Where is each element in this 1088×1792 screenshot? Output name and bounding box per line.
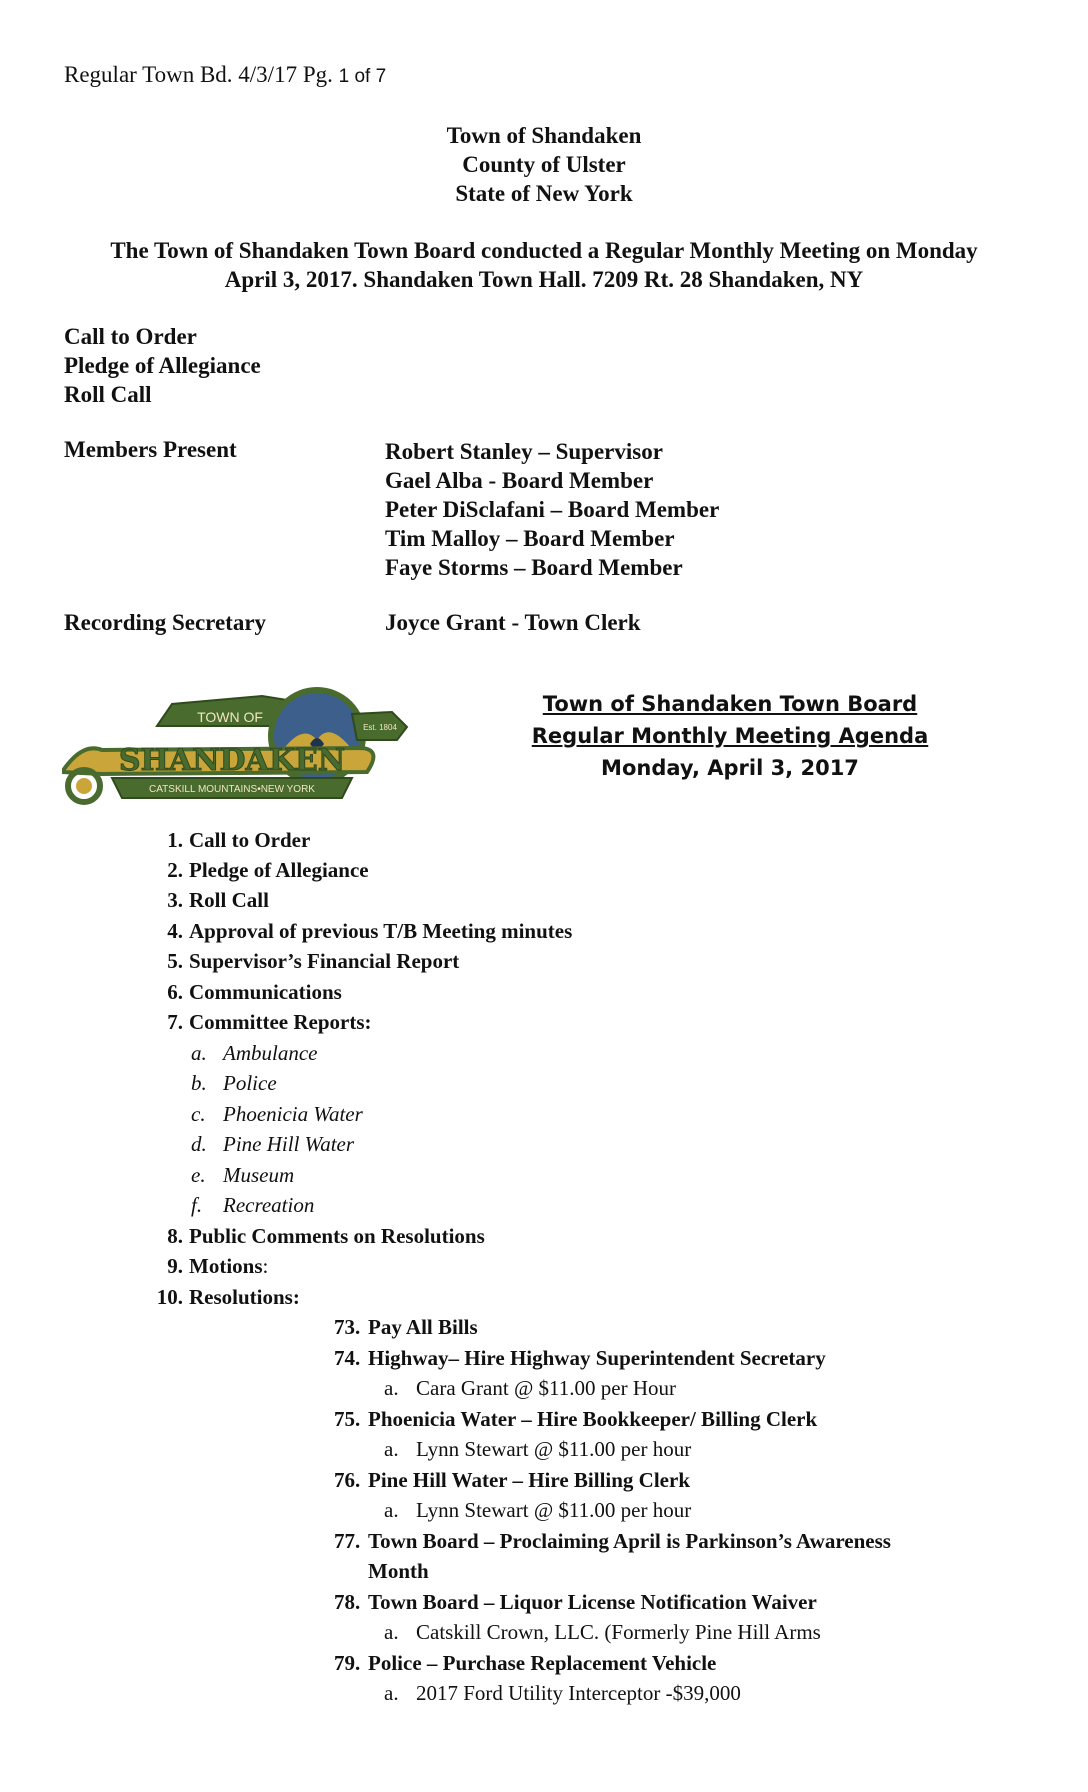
resolution-item: 79. Police – Purchase Replacement Vehicle xyxy=(334,1651,717,1675)
agenda-item: 1. Call to Order xyxy=(167,828,311,852)
member-malloy: Tim Malloy – Board Member xyxy=(385,526,675,551)
agenda-item: 9. Motions: xyxy=(167,1254,269,1278)
logo-top-text: TOWN OF xyxy=(197,709,263,725)
member-alba: Gael Alba - Board Member xyxy=(385,468,654,493)
resolution-item: 73. Pay All Bills xyxy=(334,1315,478,1339)
opening-list xyxy=(64,322,261,409)
secretary-name: Joyce Grant - Town Clerk xyxy=(385,610,641,635)
resolution-item: 78. Town Board – Liquor License Notification Waiver xyxy=(334,1590,817,1614)
members-list xyxy=(385,437,719,582)
agenda-item: 5. Supervisor’s Financial Report xyxy=(167,949,460,973)
resolution-item-continued: Month xyxy=(368,1559,429,1583)
resolution-subitem: a. Cara Grant @ $11.00 per Hour xyxy=(384,1376,676,1400)
committee-item: f. Recreation xyxy=(191,1193,315,1217)
member-disclafani: Peter DiSclafani – Board Member xyxy=(385,497,720,522)
agenda-title xyxy=(510,688,950,784)
opening-call-to-order: Call to Order xyxy=(64,324,197,349)
agenda-item: 10. Resolutions: xyxy=(156,1285,300,1309)
intro-line-1: The Town of Shandaken Town Board conducted a Regular Monthly Meeting on Monday xyxy=(110,238,978,263)
logo-main-text: SHANDAKEN xyxy=(118,743,346,778)
agenda-item: 2. Pledge of Allegiance xyxy=(167,858,369,882)
committee-item: d. Pine Hill Water xyxy=(191,1132,355,1156)
logo-bottom-text: CATSKILL MOUNTAINS•NEW YORK xyxy=(149,784,315,795)
intro-line-2: April 3, 2017. Shandaken Town Hall. 7209 Rt. 28 Shandaken, NY xyxy=(224,267,864,292)
page-header xyxy=(64,62,386,88)
resolution-subitem: a. Lynn Stewart @ $11.00 per hour xyxy=(384,1498,692,1522)
intro-paragraph xyxy=(0,236,1088,294)
committee-item: a. Ambulance xyxy=(191,1041,318,1065)
agenda-item: 6. Communications xyxy=(167,980,342,1004)
committee-item: e. Museum xyxy=(191,1163,295,1187)
agenda-title-line-2: Regular Monthly Meeting Agenda xyxy=(531,724,929,748)
resolution-subitem: a. 2017 Ford Utility Interceptor -$39,000 xyxy=(384,1681,741,1705)
committee-item: c. Phoenicia Water xyxy=(191,1102,363,1126)
heading-state: State of New York xyxy=(455,181,633,206)
member-supervisor: Robert Stanley – Supervisor xyxy=(385,439,663,464)
agenda-item: 7. Committee Reports: xyxy=(167,1010,372,1034)
secretary-label: Recording Secretary xyxy=(64,610,267,635)
resolution-item: 75. Phoenicia Water – Hire Bookkeeper/ Billing Clerk xyxy=(334,1407,818,1431)
members-label: Members Present xyxy=(64,437,237,462)
agenda-title-line-1: Town of Shandaken Town Board xyxy=(542,692,918,716)
resolution-item: 76. Pine Hill Water – Hire Billing Clerk xyxy=(334,1468,690,1492)
heading-town: Town of Shandaken xyxy=(446,123,642,148)
opening-roll-call: Roll Call xyxy=(64,382,152,407)
logo-est-text: Est. 1804 xyxy=(363,723,397,732)
header-title: Regular Town Bd. 4/3/17 Pg. xyxy=(64,62,333,87)
agenda-item: 8. Public Comments on Resolutions xyxy=(167,1224,485,1248)
town-logo xyxy=(62,682,412,807)
agenda-item: 3. Roll Call xyxy=(167,888,269,912)
document-heading xyxy=(0,121,1088,208)
opening-pledge: Pledge of Allegiance xyxy=(64,353,261,378)
committee-item: b. Police xyxy=(191,1071,277,1095)
agenda-item: 4. Approval of previous T/B Meeting minutes xyxy=(167,919,573,943)
resolution-item: 77. Town Board – Proclaiming April is Parkinson’s Awareness xyxy=(334,1529,891,1553)
agenda-title-date: Monday, April 3, 2017 xyxy=(601,756,859,780)
resolution-subitem: a. Catskill Crown, LLC. (Formerly Pine Hill Arms xyxy=(384,1620,821,1644)
resolution-subitem: a. Lynn Stewart @ $11.00 per hour xyxy=(384,1437,692,1461)
resolution-item: 74. Highway– Hire Highway Superintendent Secretary xyxy=(334,1346,826,1370)
heading-county: County of Ulster xyxy=(462,152,626,177)
header-page-number: 1 of 7 xyxy=(338,66,387,87)
member-storms: Faye Storms – Board Member xyxy=(385,555,683,580)
